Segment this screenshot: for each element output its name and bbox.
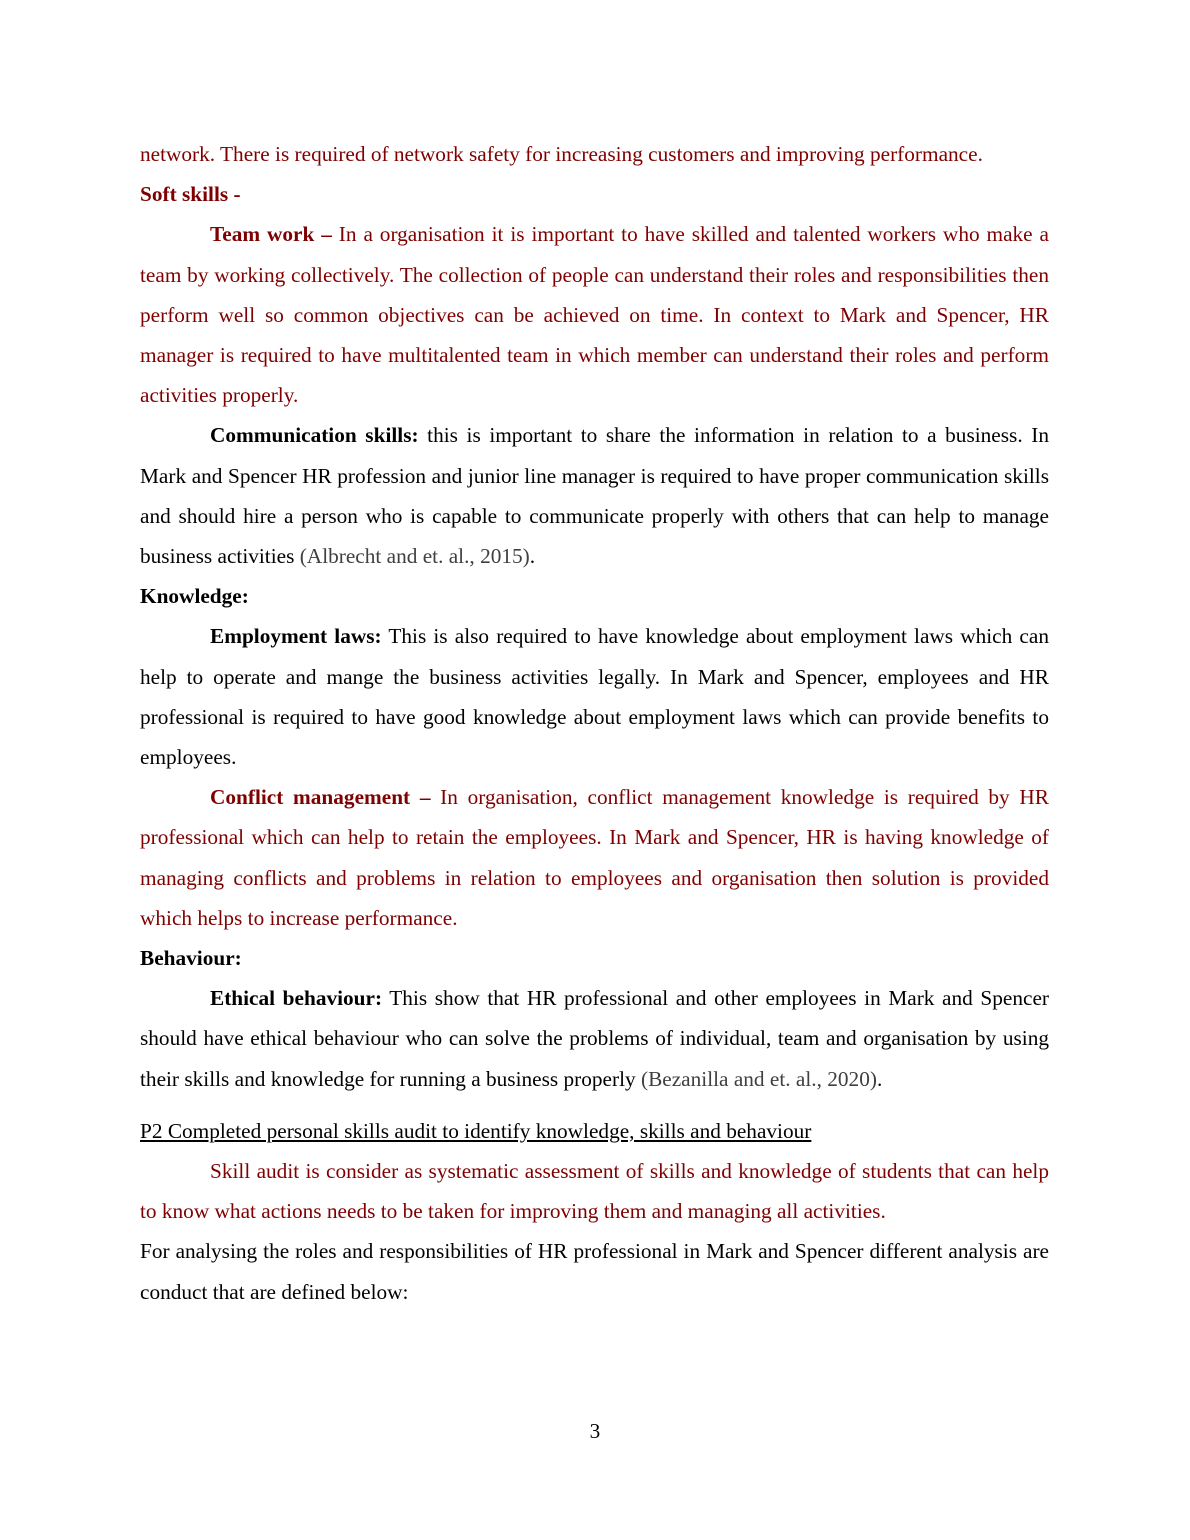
team-work-text: In a organisation it is important to have skilled and talented workers who make a team by working collectively. The collection of people can understand their roles and responsibilities then perform well so common objectives can be achieved on time. In context to Mark and Spencer, HR manager is required to have multitalented team in which member can understand their roles and perform activities properly. [140, 222, 1050, 408]
communication-paragraph [140, 415, 1049, 576]
behaviour-heading: Behaviour: [140, 946, 242, 971]
analysis-paragraph: For analysing the roles and responsibilities of HR professional in Mark and Spencer different analysis are conduct that are defined below: [140, 1239, 1049, 1304]
conflict-management-text: In organisation, conflict management knowledge is required by HR professional which can help to retain the employees. In Mark and Spencer, HR is having knowledge of managing conflicts and problems in relation to employees and organisation then solution is provided which helps to increase performance. [140, 785, 1049, 930]
employment-laws-term: Employment laws: [210, 624, 382, 649]
page-number: 3 [589, 1419, 601, 1443]
team-work-term: Team work – [210, 222, 332, 247]
skill-audit-paragraph: Skill audit is consider as systematic assessment of skills and knowledge of students that can help to know what actions needs to be taken for improving them and managing all activities. [140, 1159, 1049, 1224]
soft-skills-heading: Soft skills - [140, 182, 241, 207]
document-page [140, 134, 1049, 1312]
communication-end: . [529, 544, 536, 569]
network-paragraph: network. There is required of network safety for increasing customers and improving performance. [140, 142, 983, 166]
conflict-management-paragraph [140, 777, 1049, 938]
ethical-behaviour-citation: (Bezanilla and et. al., 2020) [640, 1066, 877, 1091]
communication-citation: (Albrecht and et. al., 2015) [299, 544, 530, 569]
knowledge-heading: Knowledge: [140, 584, 249, 609]
conflict-management-term: Conflict management – [210, 785, 431, 810]
ethical-behaviour-paragraph [140, 978, 1049, 1099]
p2-section-heading: P2 Completed personal skills audit to identify knowledge, skills and behaviour [140, 1118, 812, 1143]
communication-text: this is important to share the information in relation to a business. In Mark and Spencer HR profession and junior line manager is required to have proper communication skills and should hire a person who is capable to communicate properly with others that can help to manage business activities [140, 423, 1049, 569]
team-work-paragraph [140, 214, 1049, 415]
communication-term: Communication skills: [210, 423, 419, 448]
ethical-behaviour-term: Ethical behaviour: [210, 986, 383, 1011]
employment-laws-paragraph [140, 616, 1049, 777]
ethical-behaviour-text: This show that HR professional and other employees in Mark and Spencer should have ethical behaviour who can solve the problems of individual, team and organisation by using their skills and knowledge for running a business properly [140, 986, 1050, 1091]
ethical-behaviour-end: . [876, 1066, 883, 1091]
employment-laws-text: This is also required to have knowledge about employment laws which can help to operate and mange the business activities legally. In Mark and Spencer, employees and HR professional is required to have good knowledge about employment laws which can provide benefits to employees. [140, 624, 1049, 770]
